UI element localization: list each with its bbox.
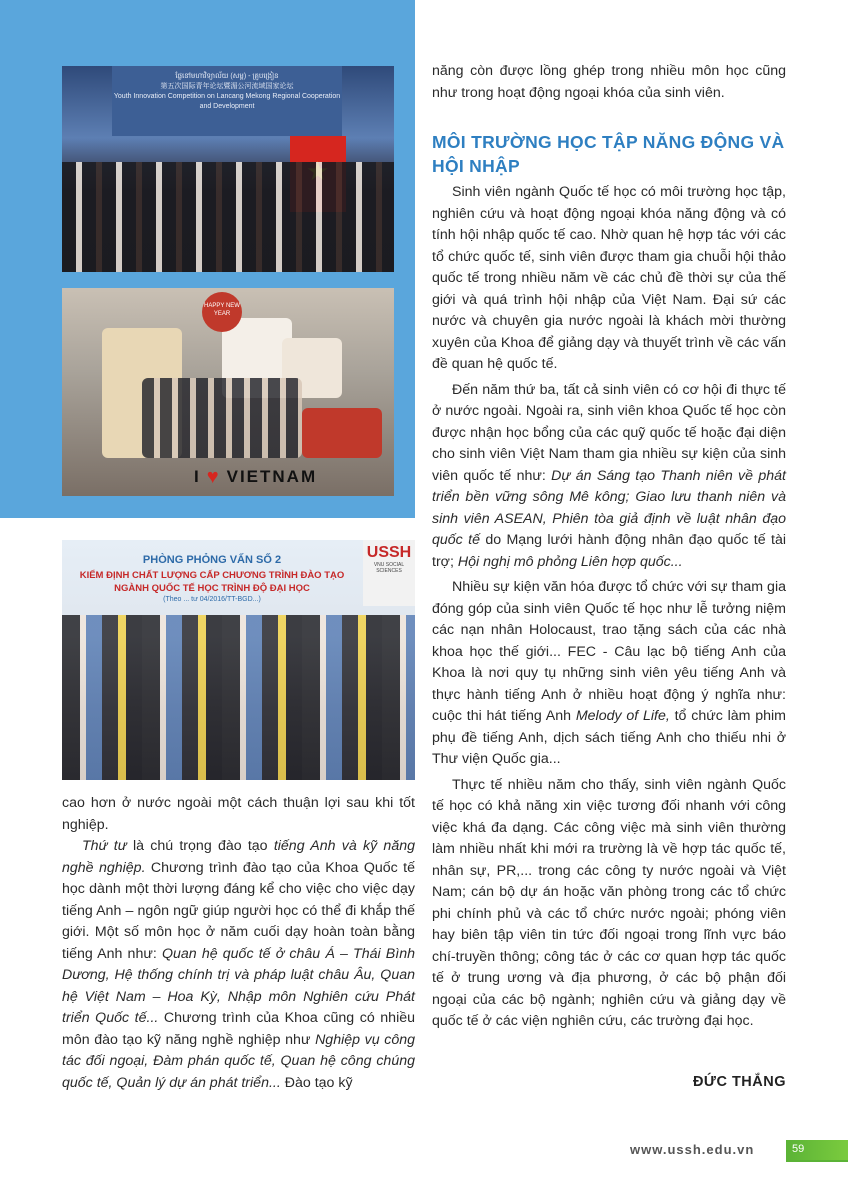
text-span: Chương trình đào tạo của Khoa Quốc tế học dành một thời lượng đáng kể cho việc cho việc dạy tiếng Anh – ngôn ngữ giúp người học có thể đi khắp thế giới. Một số môn học ở năm cuối dạy hoàn toàn bằng tiếng Anh như: [62,859,415,962]
sign-suffix: VIETNAM [226,467,318,486]
people-group [62,162,394,272]
paragraph: cao hơn ở nước ngoài một cách thuận lợi sau khi tốt nghiệp. [62,795,415,833]
banner-line: ផ្លែនៅមហាវិទ្យាល័យ (សម្ព) - គ្រូបង្រៀន [175,73,279,80]
paragraph [432,380,786,574]
page-number: 59 [792,1143,805,1155]
text-span: Nhiều sự kiện văn hóa được tổ chức với sự tham gia đóng góp của sinh viên Quốc tế học như lễ tưởng niệm các nạn nhân Holocaust, trao tặng sách của các nhà khoa học thế giới... FEC - Câu lạc bộ tiếng Anh của Khoa là nơi quy tụ những sinh viên yêu tiếng Anh và thực hành tiếng Anh ở nhiều hoạt động ý nghĩa như: cuộc thi hát tiếng Anh [432,579,786,724]
people-group [62,615,415,780]
ussh-logo [363,540,415,606]
footer-divider [786,1160,848,1162]
room-banner [62,540,362,606]
text-span: Chương trình của Khoa cũng có nhiều môn đào tạo kỹ năng nghề nghiệp như [62,1010,415,1048]
italic-span: Melody of Life, [575,708,670,724]
banner-line: KIỂM ĐỊNH CHẤT LƯỢNG CẤP CHƯƠNG TRÌNH ĐÀO TẠO [79,570,345,581]
italic-span: Thứ tư [82,838,127,854]
italic-span: Hội nghị mô phỏng Liên hợp quốc... [457,553,683,570]
paragraph [432,577,786,771]
text-span: tổ chức làm phim phụ đề tiếng Anh, dịch sách tiếng Anh cho thiếu nhi ở Thư viện Quốc gia... [432,708,786,767]
footer-website-link[interactable]: www.ussh.edu.vn [630,1142,755,1157]
text-span: Đến năm thứ ba, tất cả sinh viên có cơ hội đi thực tế ở nước ngoài. Ngoài ra, sinh viên khoa Quốc tế học còn được nhận học bổng của các quỹ quốc tế hoặc đại diện cho sinh viên Việt Nam tham gia nhiều sự kiện của sinh viên quốc tế như: [432,381,786,484]
left-column-text [62,793,415,1094]
italic-span: Dự án Sáng tạo Thanh niên về phát triển bền vững sông Mê kông; Giao lưu thanh niên và sinh viên ASEAN, Phiên tòa giả định về luật nhân đạo quốc tế [432,467,786,548]
banner-line: NGÀNH QUỐC TẾ HỌC TRÌNH ĐỘ ĐẠI HỌC [114,583,310,594]
italic-span: Quan hệ quốc tế ở châu Á – Thái Bình Dương, Hệ thống chính trị và pháp luật châu Âu, Quan hệ Việt Nam – Hoa Kỳ, Nhập môn Nghiên cứu Phát triển Quốc tế... [62,945,415,1026]
right-column-text [432,182,786,1033]
room-title: PHÒNG PHỎNG VẤN SỐ 2 [142,554,282,566]
new-year-lantern [202,292,242,332]
conference-banner [112,66,342,136]
section-heading: MÔI TRƯỜNG HỌC TẬP NĂNG ĐỘNG VÀ HỘI NHẬP [432,132,785,176]
students-group [142,378,302,458]
heart-icon: ♥ [206,465,221,488]
photo-conference-group [62,66,394,272]
photo-interview-room-group [62,540,415,780]
gift-boxes [302,408,382,458]
paragraph [62,836,415,1094]
text-span: Đào tạo kỹ [280,1074,353,1091]
sign-prefix: I [194,467,201,486]
italic-span: tiếng Anh và kỹ năng nghề nghiệp. [62,838,415,876]
logo-mark: USSH [366,544,412,561]
banner-line: 第五次国际青年论坛暨湄公河流域国家论坛 [160,83,294,90]
text-span: là chú trọng đào tạo [126,838,274,854]
paragraph: Thực tế nhiều năm cho thấy, sinh viên ngành Quốc tế học có khả năng xin việc tương đối nhanh với công việc khá đa dạng. Các công việc mà sinh viên thường làm nhiều nhất khi mới ra trường là về hợp tác quốc tế, nhân sự, PR,... trong các công ty nước ngoài và Việt Nam; cán bộ dự án hoặc văn phòng trong các tổ chức phi chính phủ và các tổ chức nước ngoài; phóng viên hay biên tập viên tin tức đối ngoại trong lĩnh vực báo chí-truyền thông; công tác ở các cơ quan hợp tác quốc tế ở trung ương và địa phương, ở các bộ phận đối ngoại của các bộ ngành; nghiên cứu và giảng dạy về quốc tế ở các viện nghiên cứu, các trường đại học. [432,776,786,1029]
paragraph: Sinh viên ngành Quốc tế học có môi trường học tập, nghiên cứu và hoạt động ngoại khóa năng động và có tính hội nhập quốc tế cao. Nhờ quan hệ hợp tác với các tổ chức quốc tế, sinh viên được tham gia chuỗi hội thảo quốc tế trong nhiều năm về các chủ đề thời sự của thế giới và quá trình hội nhập của Việt Nam. Đại sứ các nước và chuyên gia nước ngoài là khách mời thường xuyên của Khoa để giảng dạy và thuyết trình về các vấn đề quan hệ quốc tế. [432,184,786,372]
banner-line: Youth Innovation Competition on Lancang Mekong Regional Cooperation and Development [113,93,341,110]
paragraph: năng còn được lồng ghép trong nhiều môn học cũng như trong hoạt động ngoại khóa của sinh viên. [432,63,786,101]
right-column-intro [432,61,786,104]
page-number-tab [786,1140,848,1160]
text-span: do Mạng lưới hành động nhân đạo quốc tế tài trợ; [432,532,786,570]
author-name: ĐỨC THẮNG [692,1074,786,1090]
photo-new-year-event [62,288,394,496]
lantern-text: HAPPY NEW YEAR [204,303,240,317]
i-love-vietnam-sign [194,466,374,488]
banner-line: (Theo ... tư 04/2016/TT-BGD...) [163,596,261,603]
logo-subtitle: VNU SOCIAL SCIENCES [373,562,405,574]
italic-span: Nghiệp vụ công tác đối ngoại, Đàm phán quốc tế, Quan hệ công chúng quốc tế, Quản lý dự án phát triển... [62,1031,415,1091]
